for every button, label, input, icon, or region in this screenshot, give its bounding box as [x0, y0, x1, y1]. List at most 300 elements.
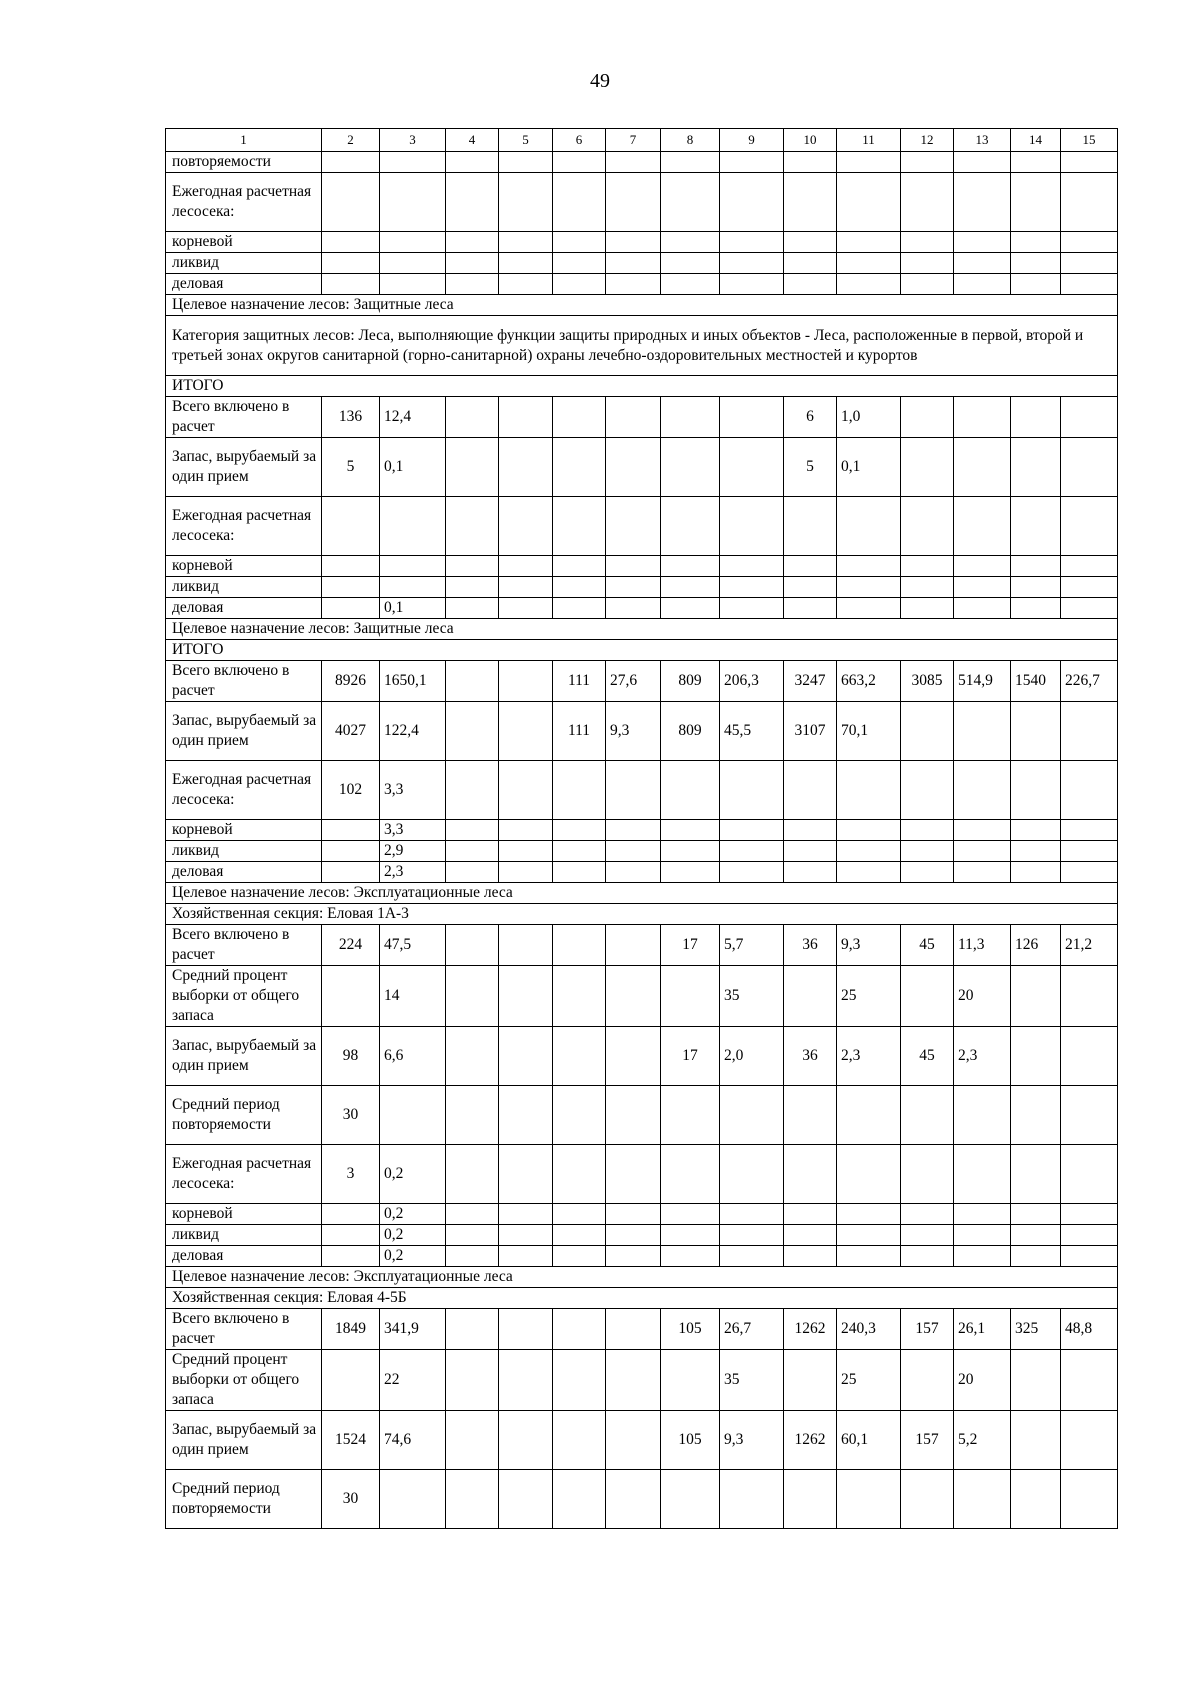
- table-cell: [322, 173, 380, 232]
- table-cell: [322, 841, 380, 862]
- section-heading-row: [166, 1267, 1118, 1288]
- table-cell: [954, 274, 1011, 295]
- table-cell: 5: [784, 438, 837, 497]
- table-cell: 2,3: [380, 862, 446, 883]
- table-cell: 36: [784, 1027, 837, 1086]
- table-cell: [553, 397, 606, 438]
- section-heading-row: [166, 295, 1118, 316]
- table-cell: [784, 966, 837, 1027]
- table-cell: 30: [322, 1086, 380, 1145]
- row-label: повторяемости: [166, 152, 322, 173]
- table-row: [166, 1350, 1118, 1411]
- table-cell: 105: [661, 1309, 720, 1350]
- table-cell: [606, 253, 661, 274]
- table-cell: [606, 274, 661, 295]
- table-cell: [606, 1350, 661, 1411]
- section-heading: ИТОГО: [166, 640, 1118, 661]
- column-number: 4: [446, 129, 499, 152]
- table-cell: [1011, 841, 1061, 862]
- table-cell: [322, 497, 380, 556]
- table-cell: [322, 598, 380, 619]
- table-cell: 47,5: [380, 925, 446, 966]
- table-cell: [553, 1309, 606, 1350]
- table-cell: [837, 1470, 901, 1529]
- table-cell: [499, 1246, 553, 1267]
- row-label: Ежегодная расчетная лесосека:: [166, 1145, 322, 1204]
- table-cell: [606, 173, 661, 232]
- table-cell: 9,3: [837, 925, 901, 966]
- table-cell: [901, 841, 954, 862]
- section-heading: ИТОГО: [166, 376, 1118, 397]
- table-cell: [784, 761, 837, 820]
- table-cell: [606, 556, 661, 577]
- row-label: Средний процент выборки от общего запаса: [166, 966, 322, 1027]
- table-cell: [499, 497, 553, 556]
- table-cell: [954, 253, 1011, 274]
- table-cell: 17: [661, 925, 720, 966]
- table-cell: [499, 661, 553, 702]
- table-row: [166, 253, 1118, 274]
- table-cell: [446, 966, 499, 1027]
- table-cell: [380, 1086, 446, 1145]
- table-cell: [1011, 862, 1061, 883]
- table-cell: [784, 173, 837, 232]
- table-cell: [446, 925, 499, 966]
- table-cell: [380, 497, 446, 556]
- table-cell: [1011, 577, 1061, 598]
- table-cell: 325: [1011, 1309, 1061, 1350]
- table-cell: [901, 232, 954, 253]
- table-row: [166, 1204, 1118, 1225]
- table-row: [166, 841, 1118, 862]
- table-cell: [901, 1350, 954, 1411]
- row-label: Средний период повторяемости: [166, 1470, 322, 1529]
- table-cell: [1011, 1225, 1061, 1246]
- table-cell: [322, 966, 380, 1027]
- table-row: [166, 598, 1118, 619]
- table-cell: [499, 173, 553, 232]
- table-cell: [499, 925, 553, 966]
- table-cell: [954, 152, 1011, 173]
- table-cell: [553, 438, 606, 497]
- table-cell: 3085: [901, 661, 954, 702]
- page-number: 49: [590, 70, 610, 92]
- table-cell: [901, 253, 954, 274]
- column-number: 2: [322, 129, 380, 152]
- table-cell: 514,9: [954, 661, 1011, 702]
- table-cell: [1061, 1411, 1118, 1470]
- forest-allowance-table: [165, 128, 1118, 1529]
- column-number: 7: [606, 129, 661, 152]
- table-cell: [606, 598, 661, 619]
- table-cell: [720, 1145, 784, 1204]
- table-row: [166, 173, 1118, 232]
- table-cell: [1061, 761, 1118, 820]
- table-cell: [1061, 152, 1118, 173]
- table-cell: [954, 820, 1011, 841]
- table-cell: [1011, 761, 1061, 820]
- table-cell: 2,3: [837, 1027, 901, 1086]
- table-cell: [1011, 1246, 1061, 1267]
- table-cell: [901, 274, 954, 295]
- table-cell: [499, 1225, 553, 1246]
- table-cell: [1061, 1086, 1118, 1145]
- table-cell: [661, 1350, 720, 1411]
- table-cell: [1061, 438, 1118, 497]
- table-row: [166, 1309, 1118, 1350]
- table-cell: [553, 577, 606, 598]
- table-cell: [553, 1204, 606, 1225]
- table-row: [166, 862, 1118, 883]
- table-cell: [901, 1204, 954, 1225]
- table-cell: [720, 761, 784, 820]
- row-label: деловая: [166, 1246, 322, 1267]
- table-cell: 6: [784, 397, 837, 438]
- table-cell: [322, 152, 380, 173]
- row-label: Запас, вырубаемый за один прием: [166, 1411, 322, 1470]
- section-heading: Целевое назначение лесов: Эксплуатационные леса: [166, 883, 1118, 904]
- table-cell: [606, 1225, 661, 1246]
- table-cell: [720, 152, 784, 173]
- table-cell: [837, 841, 901, 862]
- table-cell: [380, 253, 446, 274]
- row-label: деловая: [166, 862, 322, 883]
- table-cell: [446, 1086, 499, 1145]
- table-cell: [837, 1145, 901, 1204]
- table-cell: [784, 862, 837, 883]
- table-cell: [837, 497, 901, 556]
- table-row: [166, 702, 1118, 761]
- table-cell: [784, 556, 837, 577]
- table-cell: [553, 232, 606, 253]
- table-cell: 60,1: [837, 1411, 901, 1470]
- table-cell: [1011, 438, 1061, 497]
- table-cell: [553, 1411, 606, 1470]
- table-cell: 26,7: [720, 1309, 784, 1350]
- table-cell: [901, 598, 954, 619]
- table-cell: [661, 1086, 720, 1145]
- table-cell: [499, 152, 553, 173]
- table-cell: [553, 1246, 606, 1267]
- table-cell: [322, 556, 380, 577]
- table-cell: [1011, 253, 1061, 274]
- column-number: 10: [784, 129, 837, 152]
- table-cell: [446, 1309, 499, 1350]
- table-cell: [322, 1204, 380, 1225]
- table-cell: [322, 253, 380, 274]
- table-cell: 98: [322, 1027, 380, 1086]
- table-cell: [954, 598, 1011, 619]
- table-cell: [837, 598, 901, 619]
- table-cell: [784, 1350, 837, 1411]
- table-cell: [954, 397, 1011, 438]
- table-cell: [901, 152, 954, 173]
- table-cell: [901, 577, 954, 598]
- table-cell: [446, 497, 499, 556]
- table-cell: 0,2: [380, 1246, 446, 1267]
- section-heading: Целевое назначение лесов: Защитные леса: [166, 295, 1118, 316]
- row-label: Ежегодная расчетная лесосека:: [166, 497, 322, 556]
- table-cell: [720, 253, 784, 274]
- table-cell: [661, 173, 720, 232]
- table-cell: [720, 841, 784, 862]
- table-cell: 25: [837, 966, 901, 1027]
- table-cell: [553, 1350, 606, 1411]
- table-cell: [499, 820, 553, 841]
- table-cell: [661, 1246, 720, 1267]
- table-row: [166, 820, 1118, 841]
- table-cell: 2,9: [380, 841, 446, 862]
- table-cell: [1061, 1470, 1118, 1529]
- table-cell: [1061, 173, 1118, 232]
- table-cell: [837, 577, 901, 598]
- table-cell: 8926: [322, 661, 380, 702]
- table-cell: [446, 1246, 499, 1267]
- table-cell: 157: [901, 1309, 954, 1350]
- table-row: [166, 1145, 1118, 1204]
- table-cell: [901, 820, 954, 841]
- table-cell: [1061, 232, 1118, 253]
- table-cell: [661, 577, 720, 598]
- table-row: [166, 232, 1118, 253]
- table-cell: 3247: [784, 661, 837, 702]
- table-cell: [784, 1145, 837, 1204]
- table-cell: [1061, 577, 1118, 598]
- table-cell: [1061, 702, 1118, 761]
- table-cell: [553, 761, 606, 820]
- table-cell: 0,1: [380, 438, 446, 497]
- table-cell: [606, 1027, 661, 1086]
- table-cell: 21,2: [1061, 925, 1118, 966]
- table-cell: 48,8: [1061, 1309, 1118, 1350]
- table-cell: [499, 966, 553, 1027]
- table-cell: 45: [901, 925, 954, 966]
- table-cell: [606, 152, 661, 173]
- table-cell: [1011, 497, 1061, 556]
- table-cell: [1011, 820, 1061, 841]
- table-cell: 4027: [322, 702, 380, 761]
- table-cell: 126: [1011, 925, 1061, 966]
- row-label: корневой: [166, 556, 322, 577]
- column-number: 6: [553, 129, 606, 152]
- table-cell: [1061, 841, 1118, 862]
- table-cell: 11,3: [954, 925, 1011, 966]
- table-cell: [720, 232, 784, 253]
- table-cell: [720, 862, 784, 883]
- table-cell: [954, 1145, 1011, 1204]
- table-cell: [661, 274, 720, 295]
- table-cell: [720, 1246, 784, 1267]
- table-cell: 0,1: [380, 598, 446, 619]
- table-cell: [380, 173, 446, 232]
- table-cell: [499, 577, 553, 598]
- table-cell: [322, 274, 380, 295]
- table-cell: [837, 232, 901, 253]
- table-cell: [954, 1246, 1011, 1267]
- table-cell: [446, 1470, 499, 1529]
- table-cell: [553, 152, 606, 173]
- table-row: [166, 1027, 1118, 1086]
- table-cell: [553, 556, 606, 577]
- column-number: 13: [954, 129, 1011, 152]
- table-cell: [606, 1246, 661, 1267]
- table-cell: [1011, 702, 1061, 761]
- table-cell: 20: [954, 1350, 1011, 1411]
- table-cell: [446, 232, 499, 253]
- section-heading: Хозяйственная секция: Еловая 1А-3: [166, 904, 1118, 925]
- table-cell: 1,0: [837, 397, 901, 438]
- table-cell: [446, 862, 499, 883]
- table-row: [166, 497, 1118, 556]
- table-cell: [380, 152, 446, 173]
- table-cell: [553, 598, 606, 619]
- table-cell: 1262: [784, 1411, 837, 1470]
- table-cell: [499, 397, 553, 438]
- table-cell: [553, 173, 606, 232]
- table-cell: [380, 556, 446, 577]
- table-cell: [499, 438, 553, 497]
- table-cell: 111: [553, 661, 606, 702]
- table-cell: 26,1: [954, 1309, 1011, 1350]
- row-label: ликвид: [166, 253, 322, 274]
- table-row: [166, 1086, 1118, 1145]
- table-cell: [901, 497, 954, 556]
- table-cell: [837, 761, 901, 820]
- table-cell: 45: [901, 1027, 954, 1086]
- table-cell: [784, 253, 837, 274]
- table-cell: [446, 556, 499, 577]
- column-number: 11: [837, 129, 901, 152]
- table-row: [166, 661, 1118, 702]
- row-label: деловая: [166, 598, 322, 619]
- table-cell: [1011, 1470, 1061, 1529]
- table-cell: 1849: [322, 1309, 380, 1350]
- row-label: Всего включено в расчет: [166, 661, 322, 702]
- table-cell: [954, 497, 1011, 556]
- table-cell: 240,3: [837, 1309, 901, 1350]
- table-cell: 809: [661, 702, 720, 761]
- table-cell: [837, 274, 901, 295]
- table-cell: 3,3: [380, 820, 446, 841]
- table-cell: [499, 1470, 553, 1529]
- table-row: [166, 577, 1118, 598]
- table-cell: 5,2: [954, 1411, 1011, 1470]
- table-cell: 341,9: [380, 1309, 446, 1350]
- table-row: [166, 556, 1118, 577]
- table-cell: [446, 397, 499, 438]
- table-cell: 30: [322, 1470, 380, 1529]
- table-cell: [784, 1225, 837, 1246]
- table-cell: [1061, 1204, 1118, 1225]
- table-cell: [1061, 598, 1118, 619]
- row-label: Ежегодная расчетная лесосека:: [166, 173, 322, 232]
- table-cell: 3107: [784, 702, 837, 761]
- table-cell: [661, 1225, 720, 1246]
- table-cell: [1061, 820, 1118, 841]
- table-cell: [553, 1086, 606, 1145]
- table-cell: [1011, 598, 1061, 619]
- section-heading-row: [166, 640, 1118, 661]
- table-cell: [322, 1225, 380, 1246]
- table-cell: [954, 1470, 1011, 1529]
- table-cell: [606, 966, 661, 1027]
- table-cell: [661, 862, 720, 883]
- table-cell: [1011, 966, 1061, 1027]
- column-number: 9: [720, 129, 784, 152]
- section-heading: Целевое назначение лесов: Эксплуатационные леса: [166, 1267, 1118, 1288]
- table-cell: [1011, 232, 1061, 253]
- section-heading-row: [166, 883, 1118, 904]
- row-label: ликвид: [166, 1225, 322, 1246]
- table-cell: [784, 598, 837, 619]
- table-cell: [499, 1145, 553, 1204]
- table-cell: [784, 497, 837, 556]
- table-cell: [553, 966, 606, 1027]
- table-cell: [661, 152, 720, 173]
- table-cell: [322, 232, 380, 253]
- section-heading-row: [166, 376, 1118, 397]
- table-cell: 20: [954, 966, 1011, 1027]
- table-row: [166, 966, 1118, 1027]
- row-label: Запас, вырубаемый за один прием: [166, 1027, 322, 1086]
- table-cell: [837, 556, 901, 577]
- table-cell: [446, 1225, 499, 1246]
- table-cell: [1061, 1246, 1118, 1267]
- table-cell: [322, 820, 380, 841]
- table-row: [166, 274, 1118, 295]
- table-cell: [661, 556, 720, 577]
- table-cell: [954, 173, 1011, 232]
- table-cell: 5,7: [720, 925, 784, 966]
- table-cell: 0,1: [837, 438, 901, 497]
- table-row: [166, 1246, 1118, 1267]
- table-cell: [499, 232, 553, 253]
- table-cell: [1061, 1350, 1118, 1411]
- table-cell: [446, 1145, 499, 1204]
- table-row: [166, 761, 1118, 820]
- row-label: Всего включено в расчет: [166, 1309, 322, 1350]
- table-cell: [446, 438, 499, 497]
- table-cell: 0,2: [380, 1145, 446, 1204]
- table-cell: [1061, 397, 1118, 438]
- table-cell: [1011, 1411, 1061, 1470]
- table-cell: [1011, 1145, 1061, 1204]
- table-row: [166, 397, 1118, 438]
- table-cell: [784, 274, 837, 295]
- table-cell: [606, 1145, 661, 1204]
- table-cell: 102: [322, 761, 380, 820]
- table-cell: [901, 702, 954, 761]
- table-cell: [499, 1027, 553, 1086]
- table-cell: [553, 925, 606, 966]
- table-cell: 3,3: [380, 761, 446, 820]
- table-cell: [1011, 152, 1061, 173]
- table-cell: [1011, 397, 1061, 438]
- row-label: деловая: [166, 274, 322, 295]
- table-cell: [720, 820, 784, 841]
- table-cell: [661, 761, 720, 820]
- row-label: Запас, вырубаемый за один прием: [166, 438, 322, 497]
- table-cell: [1011, 1086, 1061, 1145]
- table-row: [166, 438, 1118, 497]
- table-cell: [1061, 966, 1118, 1027]
- table-cell: [784, 1204, 837, 1225]
- table-cell: [446, 1027, 499, 1086]
- table-cell: 14: [380, 966, 446, 1027]
- table-cell: [553, 274, 606, 295]
- table-cell: [954, 862, 1011, 883]
- table-row: [166, 1225, 1118, 1246]
